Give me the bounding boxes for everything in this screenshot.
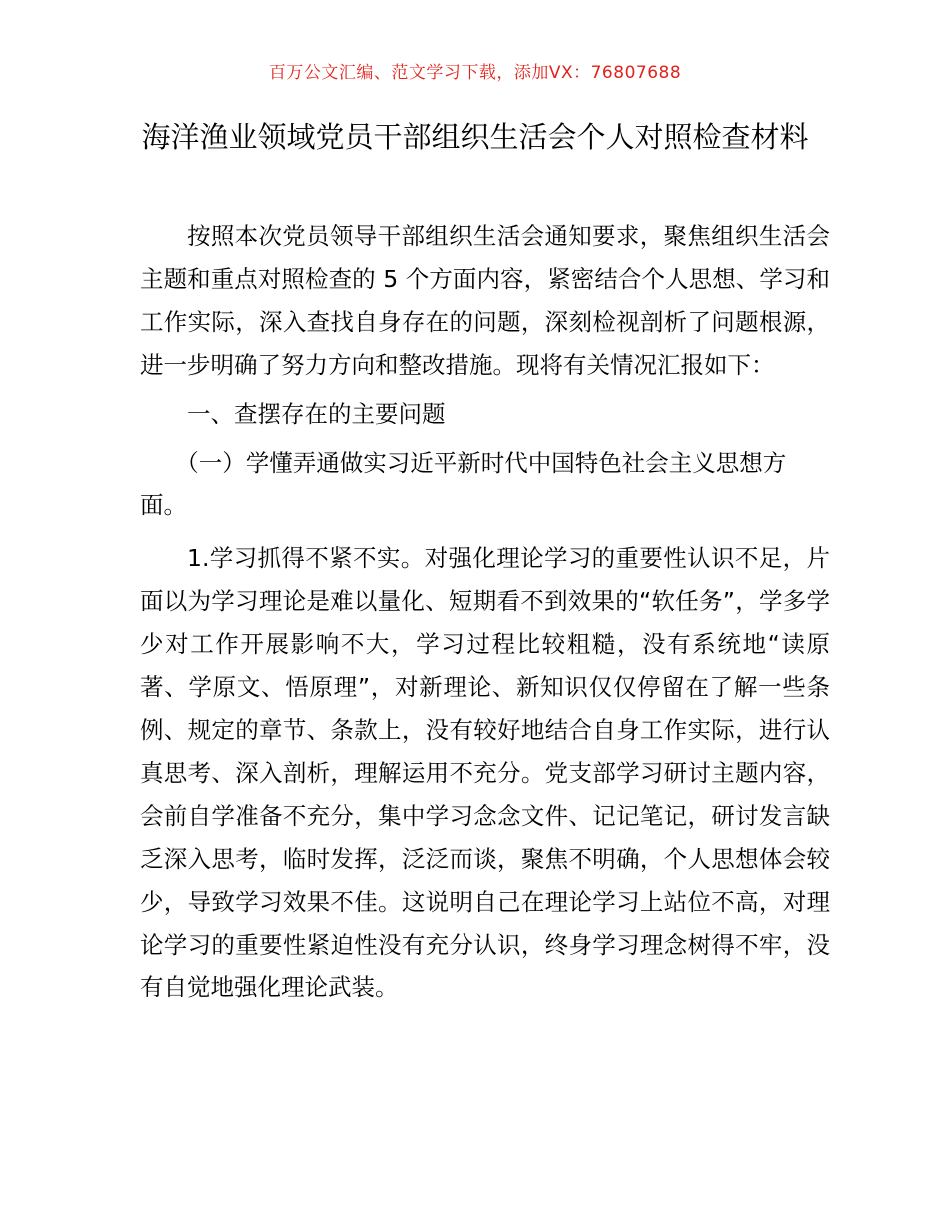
document-body xyxy=(140,215,830,1009)
header-note: 百万公文汇编、范文学习下载，添加VX：76807688 xyxy=(268,63,682,83)
paragraph-spacer xyxy=(140,527,830,537)
subsection-heading: （一）学懂弄通做实习近平新时代中国特色社会主义思想方面。 xyxy=(140,448,787,520)
document-title: 海洋渔业领域党员干部组织生活会个人对照检查材料 xyxy=(141,120,809,154)
section-heading: 一、查摆存在的主要问题 xyxy=(187,399,446,428)
intro-paragraph: 按照本次党员领导干部组织生活会通知要求，聚焦组织生活会主题和重点对照检查的 5 个方面内容，紧密结合个人思想、学习和工作实际，深入查找自身存在的问题，深刻检视剖析了问题根源，进一步明确了努力方向和整改措施。现将有关情况汇报如下： xyxy=(140,222,830,379)
item-paragraph: 1.学习抓得不紧不实。对强化理论学习的重要性认识不足，片面以为学习理论是难以量化、短期看不到效果的“软任务”，学多学少对工作开展影响不大，学习过程比较粗糙，没有系统地“读原著、学原文、悟原理”，对新理论、新知识仅仅停留在了解一些条例、规定的章节、条款上，没有较好地结合自身工作实际，进行认真思考、深入剖析，理解运用不充分。党支部学习研讨主题内容，会前自学准备不充分，集中学习念念文件、记记笔记，研讨发言缺乏深入思考，临时发挥，泛泛而谈，聚焦不明确，个人思想体会较少，导致学习效果不佳。这说明自己在理论学习上站位不高，对理论学习的重要性紧迫性没有充分认识，终身学习理念树得不牢，没有自觉地强化理论武装。 xyxy=(140,544,830,1002)
